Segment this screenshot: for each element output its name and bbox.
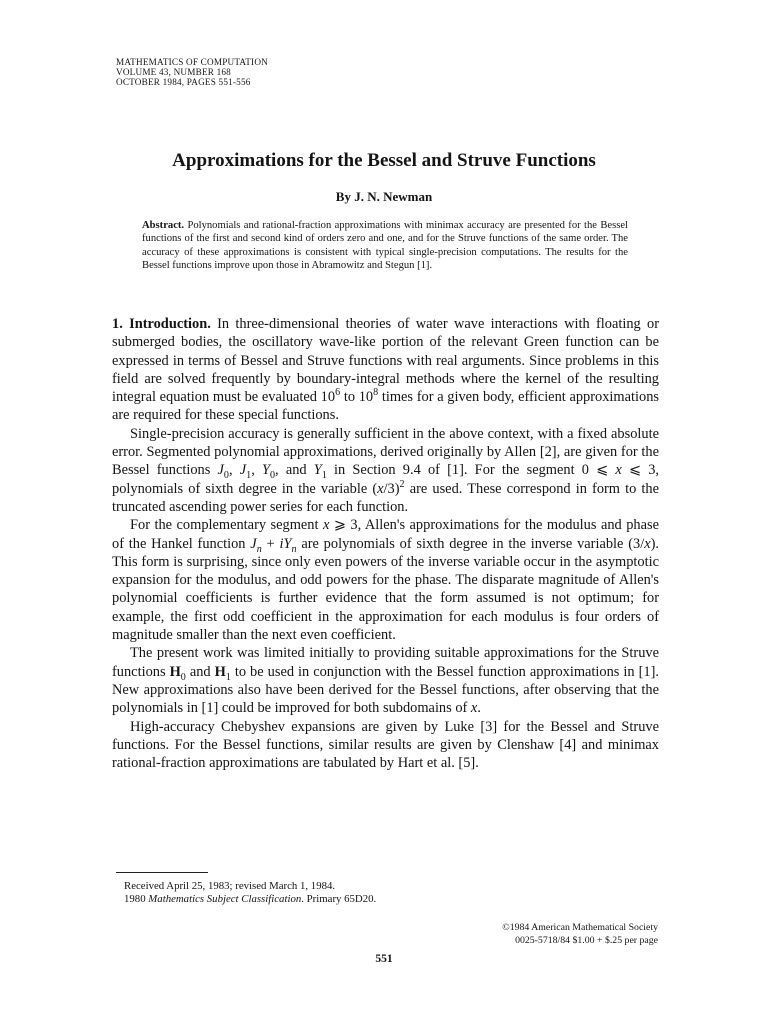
abstract-label: Abstract. [142, 220, 185, 231]
p2-sep-1: , [228, 462, 240, 479]
footnote-rule [116, 872, 208, 873]
paper-author: By J. N. Newman [335, 189, 433, 204]
copyright-block [440, 921, 658, 948]
abstract [142, 219, 628, 273]
p2-sym-y0: Y [261, 462, 270, 479]
p3-plus: + [261, 535, 280, 552]
introduction-section [112, 315, 659, 772]
msc-italic: Mathematics Subject Classification [148, 893, 302, 906]
p2-sub-0b: 0 [270, 470, 276, 482]
p1-exp-2: 8 [373, 387, 379, 399]
p1-text-b: to 10 [340, 389, 374, 406]
p3-text-c: are polynomials of sixth degree in the inverse variable (3/ [296, 535, 645, 552]
section-heading: 1. Introduction. [112, 316, 211, 332]
p3-text-b: ⩾ 3, Allen's approximations for the modulus and phase of the Hankel function [112, 517, 659, 552]
paragraph-3 [112, 516, 659, 644]
p3-sym-iy: iY [279, 535, 292, 552]
copyright-line-1: ©1984 American Mathematical Society [502, 922, 658, 933]
p2-sep-3: , and [275, 462, 314, 479]
paragraph-5: High-accuracy Chebyshev expansions are given by Luke [3] for the Bessel and Struve functions. For the Bessel functions, similar results are given by Clenshaw [4] and minimax rational-fraction approximations are tabulated by Hart et al. [5]. [112, 718, 659, 772]
p4-text-a: The present work was limited initially to providing suitable approximations for the Struve functions [112, 645, 659, 680]
p1-text-a: In three-dimensional theories of water wave interactions with floating or submerged bodies, the oscillatory wave-like portion of the relevant Green function can be expressed in terms of Bessel and Struve functions with real arguments. Since problems in this field are solved frequently by boundary-integral methods where the kernel of the resulting integral equation must be evaluated 10 [112, 316, 660, 406]
p3-sub-n2: n [291, 543, 297, 555]
p1-text-c: times for a given body, efficient approximations are required for these special functions. [112, 389, 659, 424]
p2-sub-0: 0 [223, 470, 229, 482]
msc-rest: . Primary 65D20. [301, 893, 377, 906]
footnote-msc [124, 893, 376, 906]
p4-var-x: x [470, 700, 478, 717]
p2-exp: 2 [399, 478, 405, 490]
p4-sub-1: 1 [225, 671, 231, 683]
paper-title: Approximations for the Bessel and Struve Functions [172, 150, 596, 171]
p2-text-a: Single-precision accuracy is generally sufficient in the above context, with a fixed absolute error. Segmented polynomial approximations, derived originally by Allen [2], are given for the Bessel functions [112, 425, 659, 479]
p2-text-c: ⩽ 3, polynomials of sixth degree in the variable ( [112, 462, 660, 497]
p3-var-x1: x [322, 517, 330, 534]
msc-year: 1980 [124, 893, 149, 906]
p2-sep-2: , [251, 462, 262, 479]
footnotes [124, 880, 376, 907]
p2-text-e: are used. These correspond in form to the truncated ascending power series for each function. [112, 480, 659, 515]
page-number: 551 [375, 953, 393, 965]
p4-sym-h1: H [214, 663, 226, 680]
journal-name: MATHEMATICS OF COMPUTATION [116, 57, 268, 67]
abstract-text: Polynomials and rational-fraction approximations with minimax accuracy are presented for the Bessel functions of the first and second kind of orders zero and one, and for the Struve functions of the same order. The accuracy of these approximations is consistent with typical single-precision computations. The results for the Bessel functions improve upon those in Abramowitz and Stegun [1]. [142, 220, 628, 272]
paragraph-4 [112, 644, 659, 717]
journal-volume: VOLUME 43, NUMBER 168 [116, 67, 231, 77]
paragraph-2 [112, 425, 659, 516]
p2-sym-y1: Y [313, 462, 322, 479]
p2-var-x1: x [615, 462, 622, 479]
p3-text-d: ). This form is surprising, since only even powers of the inverse variable occur in the asymptotic expansion for the modulus, and odd powers for the phase. The disparate magnitude of Allen's polynomial coefficients is further evidence that the form assumed is not optimum; for example, the first odd coefficient in the approximation for each modulus is four orders of magnitude smaller than the next even coefficient. [112, 535, 659, 644]
footnote-received: Received April 25, 1983; revised March 1, 1984. [124, 880, 336, 892]
p3-sym-j: J [250, 535, 257, 552]
p2-var-x2: x [377, 480, 384, 497]
p4-sub-0: 0 [180, 671, 186, 683]
p2-sym-j0: J [217, 462, 224, 479]
p3-sub-n: n [256, 543, 262, 555]
p4-sym-h0: H [169, 663, 181, 680]
p2-text-d: /3) [383, 480, 400, 497]
journal-date-pages: OCTOBER 1984, PAGES 551-556 [116, 77, 251, 87]
p3-text-a: For the complementary segment [130, 517, 323, 534]
p2-sub-1: 1 [246, 470, 252, 482]
journal-header [116, 57, 268, 87]
p2-sym-j1: J [239, 462, 247, 479]
p1-exp-1: 6 [335, 387, 341, 399]
p4-text-b: and [185, 663, 215, 680]
p3-var-x2: x [644, 535, 651, 552]
copyright-line-2: 0025-5718/84 $1.00 + $.25 per page [515, 935, 658, 947]
p4-text-d: . [477, 700, 481, 717]
p4-text-c: to be used in conjunction with the Bessel function approximations in [1]. New approximations also have been derived for the Bessel functions, after observing that the polynomials in [1] could be improved for both subdomains of [112, 663, 659, 717]
paragraph-1 [112, 315, 659, 425]
p2-text-b: in Section 9.4 of [1]. For the segment 0 ⩽ [326, 462, 616, 479]
p2-sub-1b: 1 [321, 470, 327, 482]
